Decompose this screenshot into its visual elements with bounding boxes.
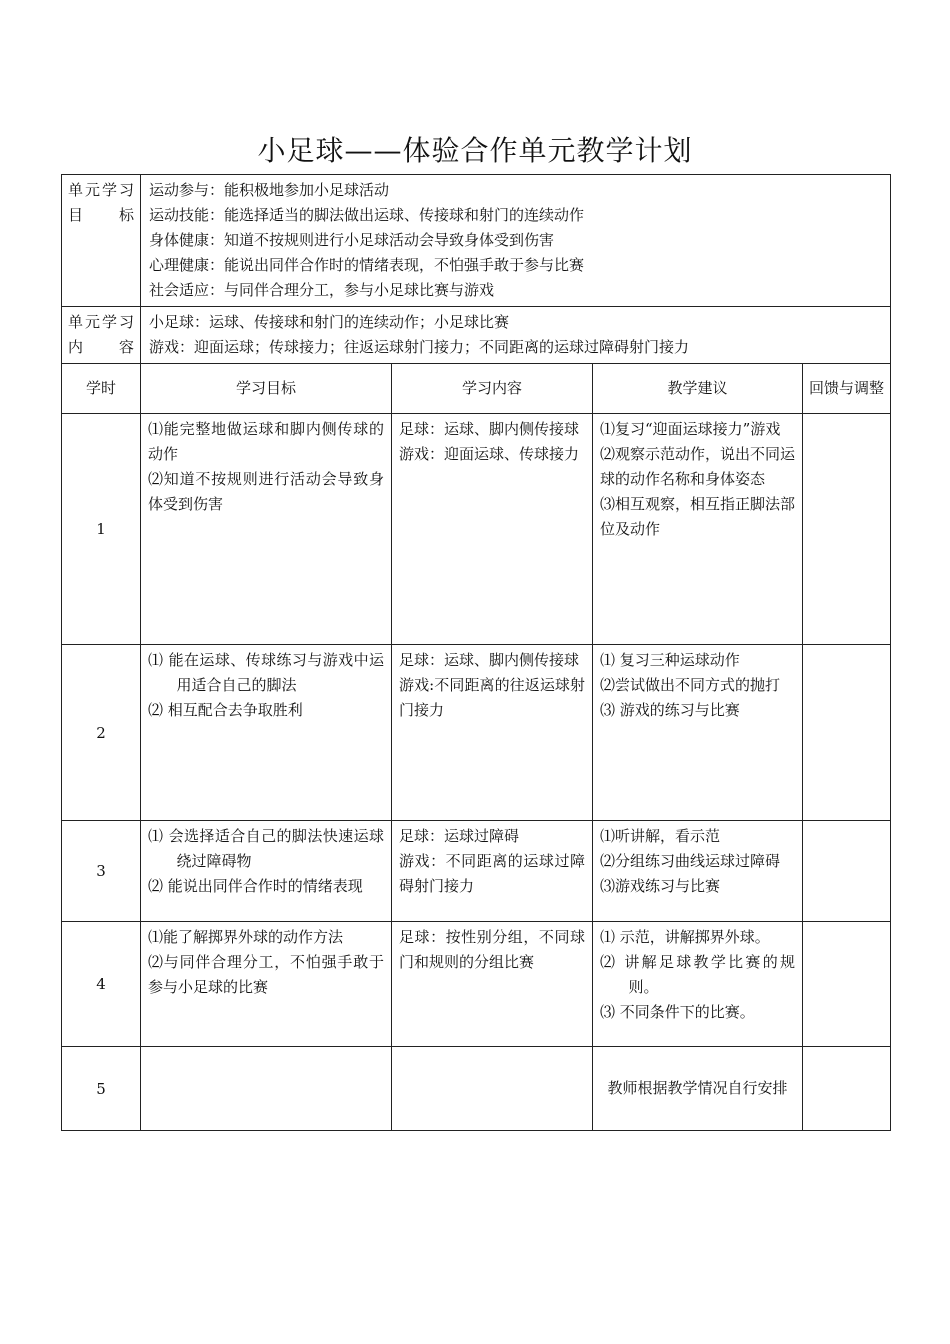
table-row (62, 1047, 891, 1131)
table-row (62, 922, 891, 1047)
content-item: 游戏：迎面运球、传球接力 (399, 445, 580, 463)
row-content (392, 645, 593, 821)
goal-item: ⑴ 能在运球、传球练习与游戏中运用适合自己的脚法 (148, 651, 384, 694)
advice-item: ⑵观察示范动作，说出不同运球的动作名称和身体姿态 (600, 445, 796, 488)
goal-item: ⑵ 能说出同伴合作时的情绪表现 (148, 877, 363, 895)
header-advice: 教学建议 (593, 364, 803, 414)
row-feedback (803, 1047, 891, 1131)
row-advice (593, 414, 803, 645)
row-advice (593, 1047, 803, 1131)
header-content: 学习内容 (392, 364, 593, 414)
page-title: 小足球——体验合作单元教学计划 (257, 134, 693, 167)
unit-goal-line: 身体健康：知道不按规则进行小足球活动会导致身体受到伤害 (149, 231, 555, 249)
row-feedback (803, 821, 891, 922)
row-goals (141, 821, 392, 922)
unit-content-row (62, 307, 891, 364)
unit-content-label: 单元学习内容 (62, 307, 141, 364)
unit-content-text (141, 307, 891, 364)
unit-goals-label: 单元学习目标 (62, 175, 141, 307)
lesson-number: 2 (62, 645, 141, 821)
advice-item: ⑴复习“迎面运球接力”游戏 (600, 420, 781, 438)
lesson-number: 4 (62, 922, 141, 1047)
unit-content-line: 小足球：运球、传接球和射门的连续动作；小足球比赛 (149, 313, 510, 331)
row-goals (141, 414, 392, 645)
header-feedback: 回馈与调整 (803, 364, 891, 414)
lesson-number: 1 (62, 414, 141, 645)
row-feedback (803, 414, 891, 645)
advice-item: ⑴ 示范，讲解掷界外球。 (600, 928, 770, 946)
unit-goal-line: 运动参与：能积极地参加小足球活动 (149, 181, 390, 199)
table-row (62, 821, 891, 922)
goal-item: ⑴ 会选择适合自己的脚法快速运球绕过障碍物 (148, 827, 384, 870)
goal-item: ⑴能了解掷界外球的动作方法 (148, 928, 344, 946)
advice-item: ⑵分组练习曲线运球过障碍 (600, 852, 781, 870)
row-goals (141, 645, 392, 821)
content-item: 足球：运球、脚内侧传接球 (399, 651, 580, 669)
goal-item: ⑵与同伴合理分工，不怕强手敢于参与小足球的比赛 (148, 953, 384, 996)
row-feedback (803, 645, 891, 821)
advice-item: ⑶相互观察，相互指正脚法部位及动作 (600, 495, 796, 538)
advice-item: ⑵ 讲解足球教学比赛的规则。 (600, 953, 795, 996)
unit-plan-table (61, 174, 891, 1131)
advice-item: ⑴ 复习三种运球动作 (600, 651, 740, 669)
header-lesson: 学时 (62, 364, 141, 414)
goal-item: ⑵知道不按规则进行活动会导致身体受到伤害 (148, 470, 384, 513)
lesson-number: 5 (62, 1047, 141, 1131)
unit-content-line: 游戏：迎面运球；传球接力；往返运球射门接力；不同距离的运球过障碍射门接力 (149, 338, 690, 356)
header-goals: 学习目标 (141, 364, 392, 414)
content-item: 足球：运球、脚内侧传接球 (399, 420, 580, 438)
row-advice (593, 922, 803, 1047)
advice-item: ⑶ 游戏的练习与比赛 (600, 701, 740, 719)
row-content (392, 922, 593, 1047)
unit-goal-line: 运动技能：能选择适当的脚法做出运球、传接球和射门的连续动作 (149, 206, 585, 224)
goal-item: ⑵ 相互配合去争取胜利 (148, 701, 303, 719)
advice-item: ⑴听讲解，看示范 (600, 827, 721, 845)
row-content (392, 414, 593, 645)
unit-goal-line: 心理健康：能说出同伴合作时的情绪表现，不怕强手敢于参与比赛 (149, 256, 585, 274)
row-goals (141, 922, 392, 1047)
row-feedback (803, 922, 891, 1047)
content-item: 足球：按性别分组，不同球门和规则的分组比赛 (399, 928, 585, 971)
row-content (392, 1047, 593, 1131)
table-row (62, 645, 891, 821)
row-advice (593, 821, 803, 922)
row-advice (593, 645, 803, 821)
lesson-number: 3 (62, 821, 141, 922)
content-item: 游戏：不同距离的运球过障碍射门接力 (399, 852, 585, 895)
unit-goal-line: 社会适应：与同伴合理分工，参与小足球比赛与游戏 (149, 281, 495, 299)
advice-item: 教师根据教学情况自行安排 (607, 1079, 788, 1097)
row-content (392, 821, 593, 922)
content-item: 足球：运球过障碍 (399, 827, 520, 845)
row-goals (141, 1047, 392, 1131)
advice-item: ⑶ 不同条件下的比赛。 (600, 1003, 755, 1021)
table-row (62, 414, 891, 645)
content-item: 游戏:不同距离的往返运球射门接力 (399, 676, 585, 719)
advice-item: ⑵尝试做出不同方式的抛打 (600, 676, 781, 694)
goal-item: ⑴能完整地做运球和脚内侧传球的动作 (148, 420, 384, 463)
unit-goals-text (141, 175, 891, 307)
unit-goals-row (62, 175, 891, 307)
table-header-row (62, 364, 891, 414)
advice-item: ⑶游戏练习与比赛 (600, 877, 721, 895)
